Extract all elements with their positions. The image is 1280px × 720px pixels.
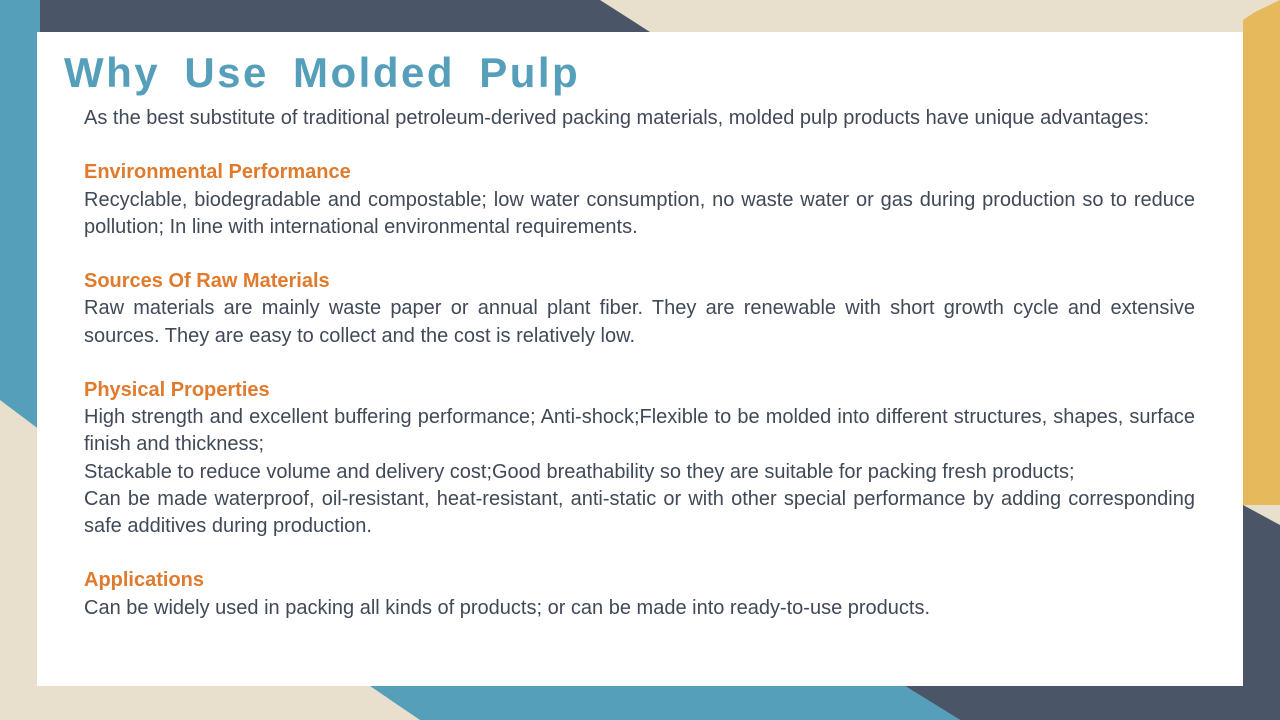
section-paragraph: Stackable to reduce volume and delivery cost;Good breathability so they are suitable for packing fresh products;: [84, 460, 1075, 483]
section-heading-environmental: Environmental Performance: [84, 161, 351, 184]
section-paragraph: Can be widely used in packing all kinds of products; or can be made into ready-to-use products.: [84, 596, 931, 619]
spacer: [84, 350, 1195, 377]
spacer: [84, 540, 1195, 567]
bottom-blue-band: [370, 686, 960, 720]
intro-paragraph: As the best substitute of traditional petroleum-derived packing materials, molded pulp products have unique advantages:: [84, 107, 1150, 129]
section-paragraph: Raw materials are mainly waste paper or annual plant fiber. They are renewable with short growth cycle and extensive sources. They are easy to collect and the cost is relatively low.: [84, 297, 1195, 347]
right-mustard-band: [1243, 0, 1280, 505]
section-heading-raw-materials: Sources Of Raw Materials: [84, 270, 330, 293]
spacer: [84, 132, 1195, 159]
body-text: [84, 105, 1195, 622]
content-card: [37, 32, 1243, 686]
section-heading-applications: Applications: [84, 569, 205, 592]
section-paragraph: Recyclable, biodegradable and compostable; low water consumption, no waste water or gas during production so to reduce pollution; In line with international environmental requirements.: [84, 188, 1195, 238]
section-heading-physical-properties: Physical Properties: [84, 378, 270, 401]
section-paragraph: High strength and excellent buffering performance; Anti-shock;Flexible to be molded into different structures, shapes, surface finish and thickness;: [84, 406, 1195, 456]
section-paragraph: Can be made waterproof, oil-resistant, heat-resistant, anti-static or with other special performance by adding corresponding safe additives during production.: [84, 487, 1195, 537]
spacer: [84, 241, 1195, 268]
left-blue-band: [0, 0, 40, 430]
page-title: Why Use Molded Pulp: [64, 49, 581, 96]
top-dark-band: [0, 0, 650, 32]
